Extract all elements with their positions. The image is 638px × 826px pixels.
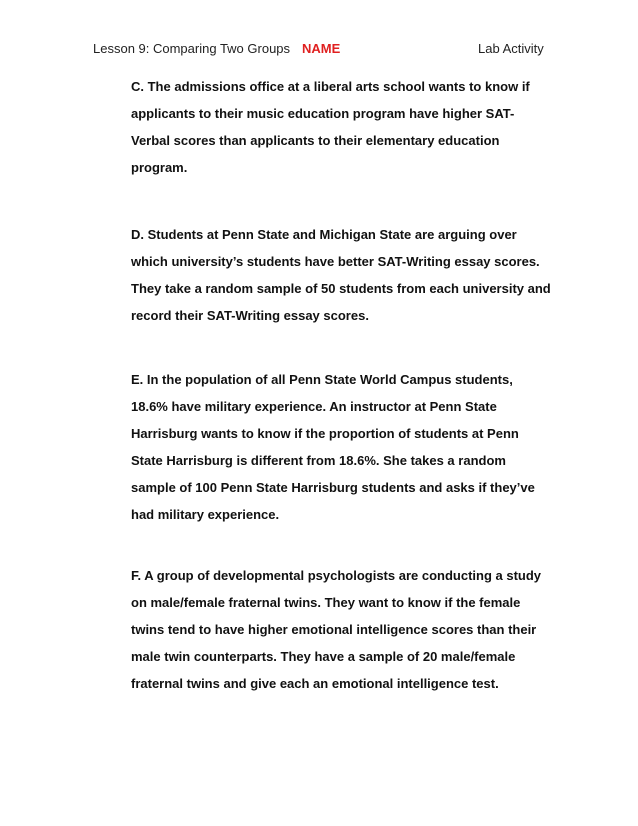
- question-line: F. A group of developmental psychologists are conducting a study: [131, 568, 542, 583]
- question-line: C. The admissions office at a liberal arts school wants to know if: [131, 79, 530, 94]
- question-line: twins tend to have higher emotional intelligence scores than their: [131, 622, 537, 637]
- question-line: male twin counterparts. They have a sample of 20 male/female: [131, 649, 516, 664]
- question-line: which university’s students have better SAT-Writing essay scores.: [131, 254, 540, 269]
- question-line: State Harrisburg is different from 18.6%. She takes a random: [131, 453, 506, 468]
- question-line: Verbal scores than applicants to their elementary education: [131, 133, 500, 148]
- question-line: E. In the population of all Penn State World Campus students,: [131, 372, 513, 387]
- question-f: [131, 562, 561, 697]
- question-line: applicants to their music education program have higher SAT-: [131, 106, 515, 121]
- page-header: [0, 41, 638, 59]
- question-line: on male/female fraternal twins. They want to know if the female: [131, 595, 521, 610]
- lesson-title: Lesson 9: Comparing Two Groups: [93, 41, 291, 56]
- question-line: 18.6% have military experience. An instructor at Penn State: [131, 399, 497, 414]
- activity-label: Lab Activity: [478, 41, 544, 56]
- question-line: They take a random sample of 50 students from each university and: [131, 281, 551, 296]
- question-line: program.: [131, 160, 188, 175]
- question-line: Harrisburg wants to know if the proportion of students at Penn: [131, 426, 519, 441]
- question-line: had military experience.: [131, 507, 280, 522]
- question-line: fraternal twins and give each an emotional intelligence test.: [131, 676, 499, 691]
- name-label: NAME: [302, 41, 341, 56]
- question-line: record their SAT-Writing essay scores.: [131, 308, 369, 323]
- question-e: [131, 366, 561, 528]
- question-line: sample of 100 Penn State Harrisburg students and asks if they’ve: [131, 480, 535, 495]
- question-c: [131, 73, 561, 181]
- question-line: D. Students at Penn State and Michigan State are arguing over: [131, 227, 517, 242]
- question-d: [131, 221, 561, 329]
